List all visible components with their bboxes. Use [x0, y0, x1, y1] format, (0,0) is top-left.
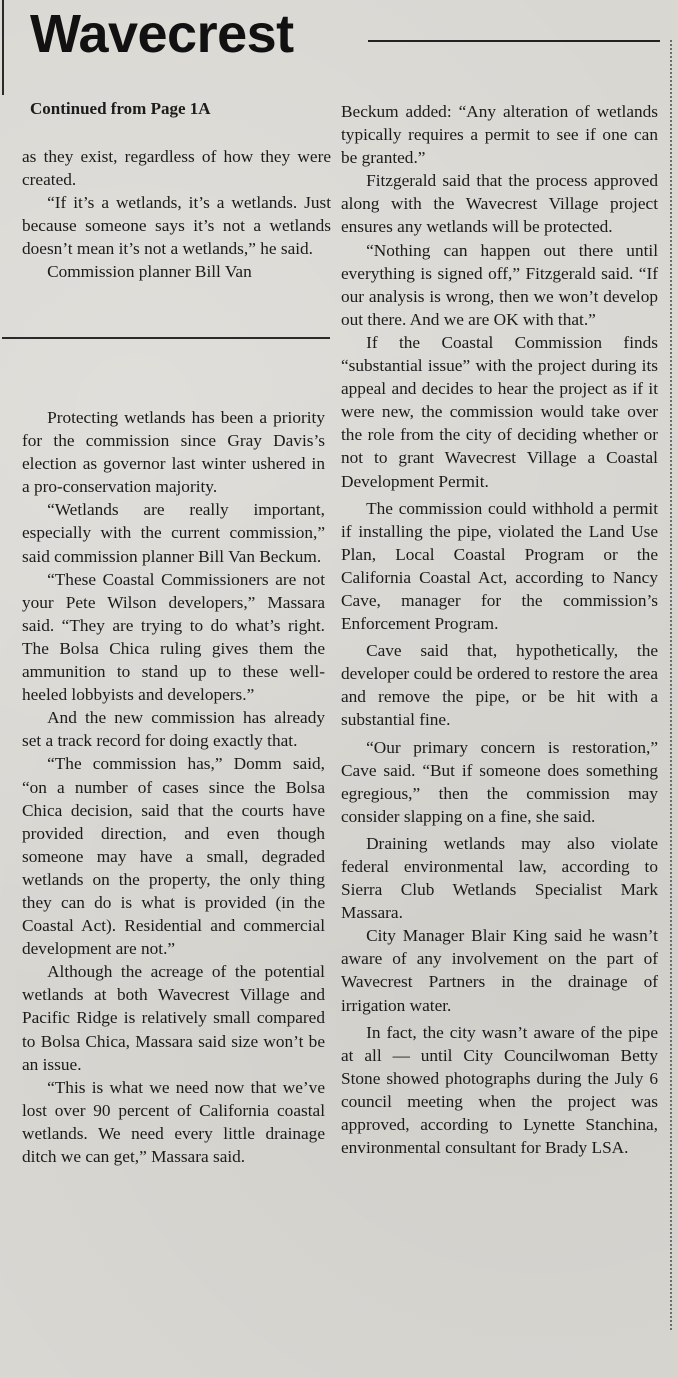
paragraph: City Manager Blair King said he wasn’t aware of any involvement on the part of Wavecrest Partners in the drainage of irrigation water.: [341, 926, 658, 1015]
column-c: [341, 100, 658, 1159]
left-border-rule: [2, 0, 4, 95]
section-divider: [2, 337, 330, 339]
paragraph: “Wetlands are really important, especially with the current commission,” said commission planner Bill Van Beckum.: [22, 500, 325, 566]
paragraph: “This is what we need now that we’ve lost over 90 percent of California coastal wetlands. We need every little drainage ditch we can get,” Massara said.: [22, 1077, 325, 1166]
paragraph: Draining wetlands may also violate federal environmental law, according to Sierra Club Wetlands Specialist Mark Massara.: [341, 833, 658, 923]
column-a: [22, 145, 331, 284]
paragraph: as they exist, regardless of how they were created.: [22, 147, 331, 190]
section-masthead: Wavecrest: [30, 4, 294, 64]
paragraph: And the new commission has already set a track record for doing exactly that.: [22, 708, 325, 751]
column-b: [22, 406, 325, 1168]
paragraph: “These Coastal Commissioners are not your Pete Wilson developers,” Massara said. “They are trying to do what’s right. The Bolsa Chica ruling gives them the ammunition to stand up to these well-heeled lobbyists and developers.”: [22, 569, 325, 705]
masthead-rule: [368, 40, 660, 42]
paragraph: The commission could withhold a permit if installing the pipe, violated the Land Use Plan, Local Coastal Program or the California Coastal Act, according to Nancy Cave, manager for the commission’s Enforcement Program.: [341, 498, 658, 634]
torn-edge-dotted-rule: [670, 40, 672, 1330]
paragraph: Fitzgerald said that the process approved along with the Wavecrest Village project ensures any wetlands will be protected.: [341, 171, 658, 237]
paragraph: Protecting wetlands has been a priority for the commission since Gray Davis’s election as governor last winter ushered in a pro-conservation majority.: [22, 408, 325, 497]
paragraph: Beckum added: “Any alteration of wetlands typically requires a permit to see if one can be granted.”: [341, 102, 658, 168]
paragraph: “If it’s a wetlands, it’s a wetlands. Just because someone says it’s not a wetlands doesn’t mean it’s not a wetlands,” he said.: [22, 193, 331, 259]
paragraph: In fact, the city wasn’t aware of the pipe at all — until City Councilwoman Betty Stone showed photographs during the July 6 council meeting when the project was approved, according to Lynette Stanchina, environmental consultant for Brady LSA.: [341, 1022, 658, 1158]
paragraph: Although the acreage of the potential wetlands at both Wavecrest Village and Pacific Ridge is relatively small compared to Bolsa Chica, Massara said size won’t be an issue.: [22, 962, 325, 1074]
paragraph: “Nothing can happen out there until everything is signed off,” Fitzgerald said. “If our analysis is wrong, then we won’t develop out there. And we are OK with that.”: [341, 240, 658, 329]
paragraph: “The commission has,” Domm said, “on a number of cases since the Bolsa Chica decision, said that the courts have provided direction, and even though someone may have a small, degraded wetlands on the property, the only thing they can do is what is provided (in the Coastal Act). Residential and commercial development are not.”: [22, 754, 325, 959]
paragraph: If the Coastal Commission finds “substantial issue” with the project during its appeal and decides to hear the project as if it were new, the commission would take over the role from the city of deciding whether or not to grant Wavecrest Village a Coastal Development Permit.: [341, 332, 658, 491]
continued-label: Continued from Page 1A: [30, 99, 211, 118]
paragraph: Cave said that, hypothetically, the developer could be ordered to restore the area and remove the pipe, or be hit with a substantial fine.: [341, 641, 658, 730]
paragraph: “Our primary concern is restoration,” Cave said. “But if someone does something egregious,” then the commission may consider slapping on a fine, she said.: [341, 737, 658, 826]
paragraph: Commission planner Bill Van: [47, 262, 252, 282]
